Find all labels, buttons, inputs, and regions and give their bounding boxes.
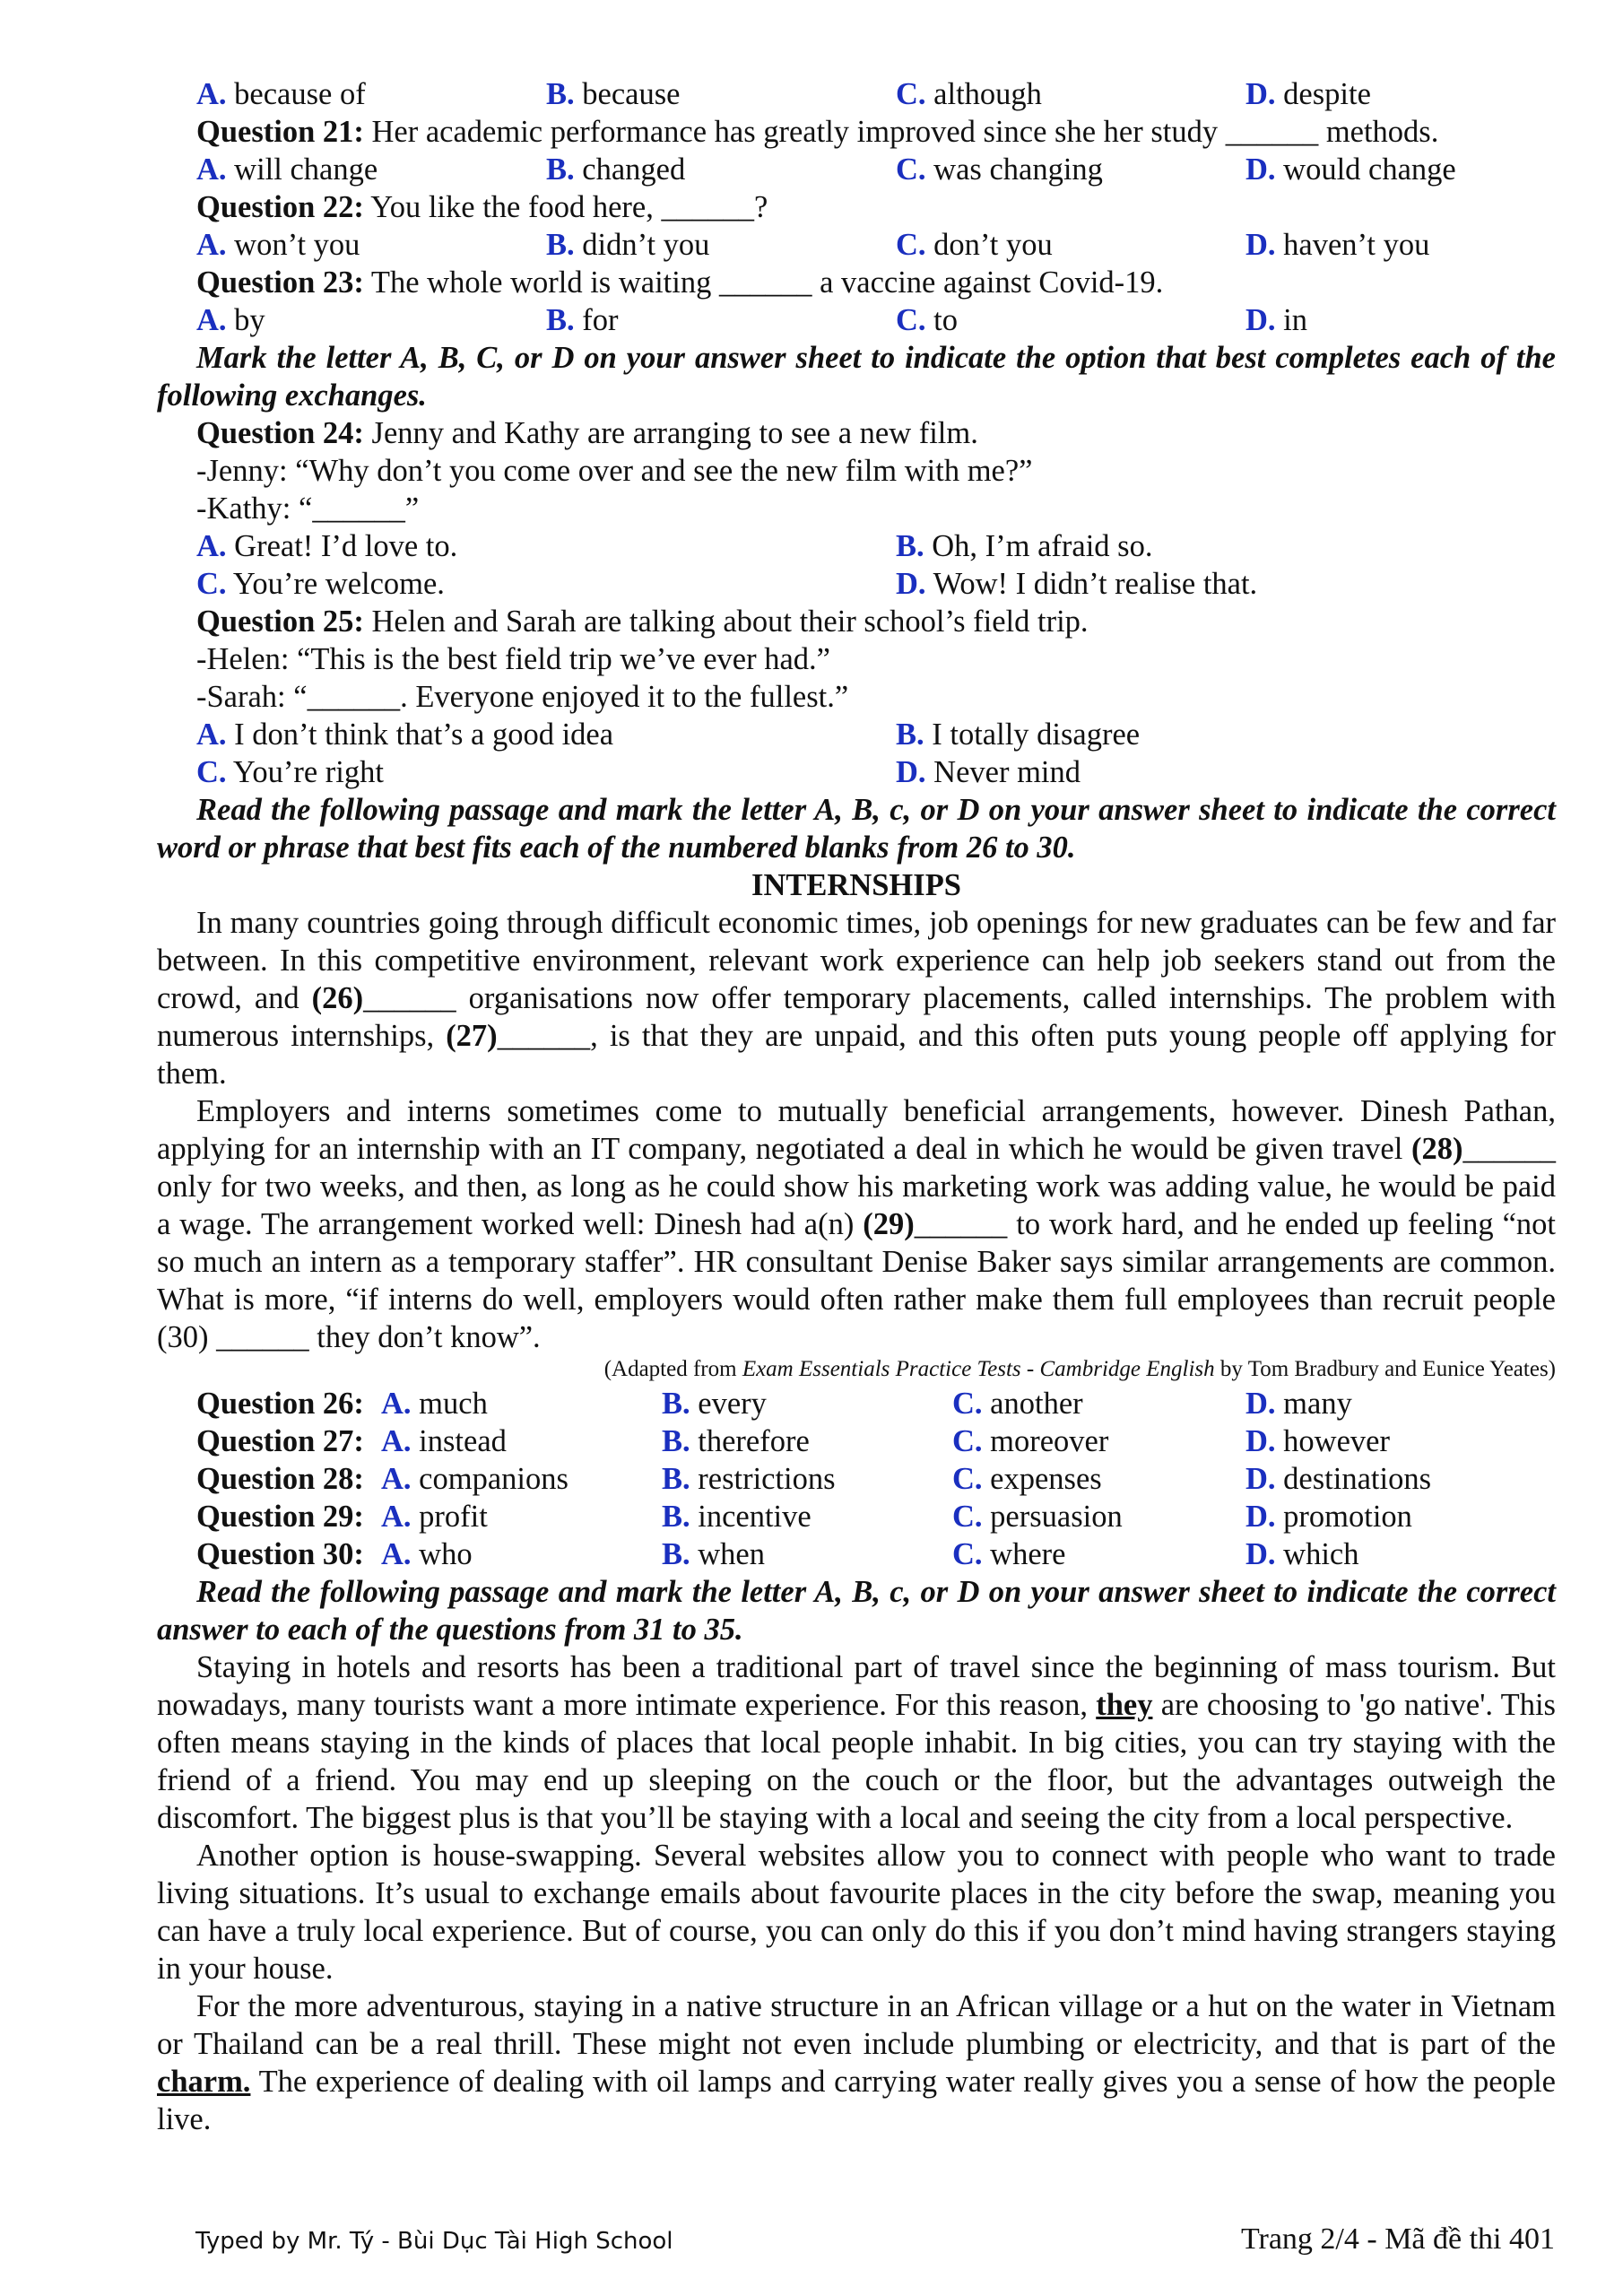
option-b: B. I totally disagree	[896, 718, 1141, 752]
q21-options	[157, 151, 1556, 188]
dialogue-line: -Kathy: “______”	[196, 491, 420, 526]
option-d: D. in	[1245, 303, 1308, 337]
instruction-exchanges: Mark the letter A, B, C, or D on your answer sheet to indicate the option that best completes each of the following exchanges.	[157, 341, 1556, 413]
q25-options-cd	[157, 753, 1556, 791]
q25-options-ab	[157, 716, 1556, 753]
option-b: B. for	[546, 303, 619, 337]
question-26	[157, 1385, 1556, 1422]
option-a: A. will change	[196, 152, 378, 187]
option-d: D. promotion	[1245, 1500, 1412, 1534]
dialogue-line: -Helen: “This is the best field trip we’ve ever had.”	[196, 642, 830, 676]
q24-options-cd	[157, 565, 1556, 603]
dialogue-line: -Sarah: “______. Everyone enjoyed it to the fullest.”	[196, 680, 849, 714]
option-a: A. won’t you	[196, 228, 360, 262]
q22-options	[157, 226, 1556, 264]
passage1-paragraph-2: Employers and interns sometimes come to mutually beneficial arrangements, however. Dinesh Pathan, applying for an internship with an IT company, negotiated a deal in which he would be given travel (28)______ only for two weeks, and then, as long as he could show his marketing work was adding value, he would be paid a wage. The arrangement worked well: Dinesh had a(n) (29)______ to work hard, and he ended up feeling “not so much an intern as a temporary staffer”. HR consultant Denise Baker says similar arrangements are common. What is more, “if interns do well, employers would often rather make them full employees than recruit people (30) ______ they don’t know”.	[157, 1094, 1556, 1354]
question-label: Question 30:	[196, 1537, 364, 1571]
dialogue-line: -Jenny: “Why don’t you come over and see the new film with me?”	[196, 454, 1033, 488]
q23-options	[157, 301, 1556, 339]
option-c: C. expenses	[952, 1462, 1102, 1496]
option-c: C. You’re welcome.	[196, 567, 445, 601]
passage1-paragraph-1: In many countries going through difficult economic times, job openings for new graduates can be few and far between. In this competitive environment, relevant work experience can help job seekers stand out from the crowd, and (26)______ organisations now offer temporary placements, called internships. The problem with numerous internships, (27)______, is that they are unpaid, and this often puts young people off applying for them.	[157, 906, 1556, 1091]
option-a: A. much	[381, 1387, 488, 1421]
option-b: B. didn’t you	[546, 228, 710, 262]
option-c: C. to	[896, 303, 959, 337]
option-a: A. I don’t think that’s a good idea	[196, 718, 614, 752]
option-d: D. many	[1245, 1387, 1352, 1421]
option-d: D. Wow! I didn’t realise that.	[896, 567, 1258, 601]
page-content	[157, 75, 1556, 2138]
footer-page-info: Trang 2/4 - Mã đề thi 401	[1240, 2222, 1555, 2256]
option-c: C. don’t you	[896, 228, 1053, 262]
option-b: B. when	[662, 1537, 765, 1571]
option-d: D. despite	[1245, 77, 1371, 111]
q24-options-ab	[157, 527, 1556, 565]
q20-options	[157, 75, 1556, 113]
option-a: A. Great! I’d love to.	[196, 529, 458, 563]
option-c: C. was changing	[896, 152, 1103, 187]
question-24: Question 24: Jenny and Kathy are arranging to see a new film.	[196, 416, 978, 450]
option-b: B. because	[546, 77, 681, 111]
question-23: Question 23: The whole world is waiting ______ a vaccine against Covid-19.	[196, 265, 1164, 300]
passage2-paragraph-2: Another option is house-swapping. Several websites allow you to connect with people who want to trade living situations. It’s usual to exchange emails about favourite places in the city before the swap, meaning you can have a truly local experience. But of course, you can only do this if you don’t mind having strangers staying in your house.	[157, 1839, 1556, 1986]
option-c: C. although	[896, 77, 1042, 111]
option-a: A. because of	[196, 77, 366, 111]
option-c: C. moreover	[952, 1424, 1109, 1458]
option-d: D. destinations	[1245, 1462, 1431, 1496]
option-b: B. every	[662, 1387, 767, 1421]
option-d: D. would change	[1245, 152, 1456, 187]
question-25: Question 25: Helen and Sarah are talking about their school’s field trip.	[196, 604, 1089, 639]
option-b: B. incentive	[662, 1500, 812, 1534]
passage-source: (Adapted from Exam Essentials Practice Tests - Cambridge English by Tom Bradbury and Eunice Yeates)	[603, 1357, 1556, 1381]
question-27	[157, 1422, 1556, 1460]
option-b: B. restrictions	[662, 1462, 836, 1496]
option-a: A. instead	[381, 1424, 507, 1458]
option-d: D. which	[1245, 1537, 1359, 1571]
option-c: C. You’re right	[196, 755, 384, 789]
question-21: Question 21: Her academic performance has greatly improved since she her study ______ methods.	[196, 115, 1439, 149]
option-a: A. who	[381, 1537, 473, 1571]
question-30	[157, 1535, 1556, 1573]
option-a: A. companions	[381, 1462, 568, 1496]
question-28	[157, 1460, 1556, 1498]
question-29	[157, 1498, 1556, 1535]
question-22: Question 22: You like the food here, ______?	[196, 190, 768, 224]
option-b: B. therefore	[662, 1424, 810, 1458]
option-b: B. Oh, I’m afraid so.	[896, 529, 1153, 563]
footer-credit: Typed by Mr. Tý - Bùi Dục Tài High School	[195, 2228, 673, 2255]
question-label: Question 28:	[196, 1462, 364, 1496]
instruction-reading: Read the following passage and mark the letter A, B, c, or D on your answer sheet to indicate the correct answer to each of the questions from 31 to 35.	[157, 1575, 1556, 1647]
passage2-paragraph-3: For the more adventurous, staying in a native structure in an African village or a hut on the water in Vietnam or Thailand can be a real thrill. These might not even include plumbing or electricity, and that is part of the charm. The experience of dealing with oil lamps and carrying water really gives you a sense of how the people live.	[157, 1989, 1556, 2136]
option-d: D. haven’t you	[1245, 228, 1430, 262]
question-label: Question 26:	[196, 1387, 364, 1421]
option-a: A. profit	[381, 1500, 488, 1534]
option-b: B. changed	[546, 152, 686, 187]
option-c: C. where	[952, 1537, 1066, 1571]
passage-title: INTERNSHIPS	[751, 868, 961, 902]
option-a: A. by	[196, 303, 265, 337]
passage2-paragraph-1: Staying in hotels and resorts has been a traditional part of travel since the beginning of mass tourism. But nowadays, many tourists want a more intimate experience. For this reason, they are choosing to 'go native'. This often means staying in the kinds of places that local people inhabit. In big cities, you can try staying with the friend of a friend. You may end up sleeping on the couch or the floor, but the advantages outweigh the discomfort. The biggest plus is that you’ll be staying with a local and seeing the city from a local perspective.	[157, 1650, 1556, 1835]
question-label: Question 27:	[196, 1424, 364, 1458]
instruction-cloze: Read the following passage and mark the letter A, B, c, or D on your answer sheet to indicate the correct word or phrase that best fits each of the numbered blanks from 26 to 30.	[157, 793, 1556, 865]
option-d: D. Never mind	[896, 755, 1081, 789]
option-c: C. another	[952, 1387, 1083, 1421]
question-label: Question 29:	[196, 1500, 364, 1534]
option-d: D. however	[1245, 1424, 1390, 1458]
option-c: C. persuasion	[952, 1500, 1123, 1534]
